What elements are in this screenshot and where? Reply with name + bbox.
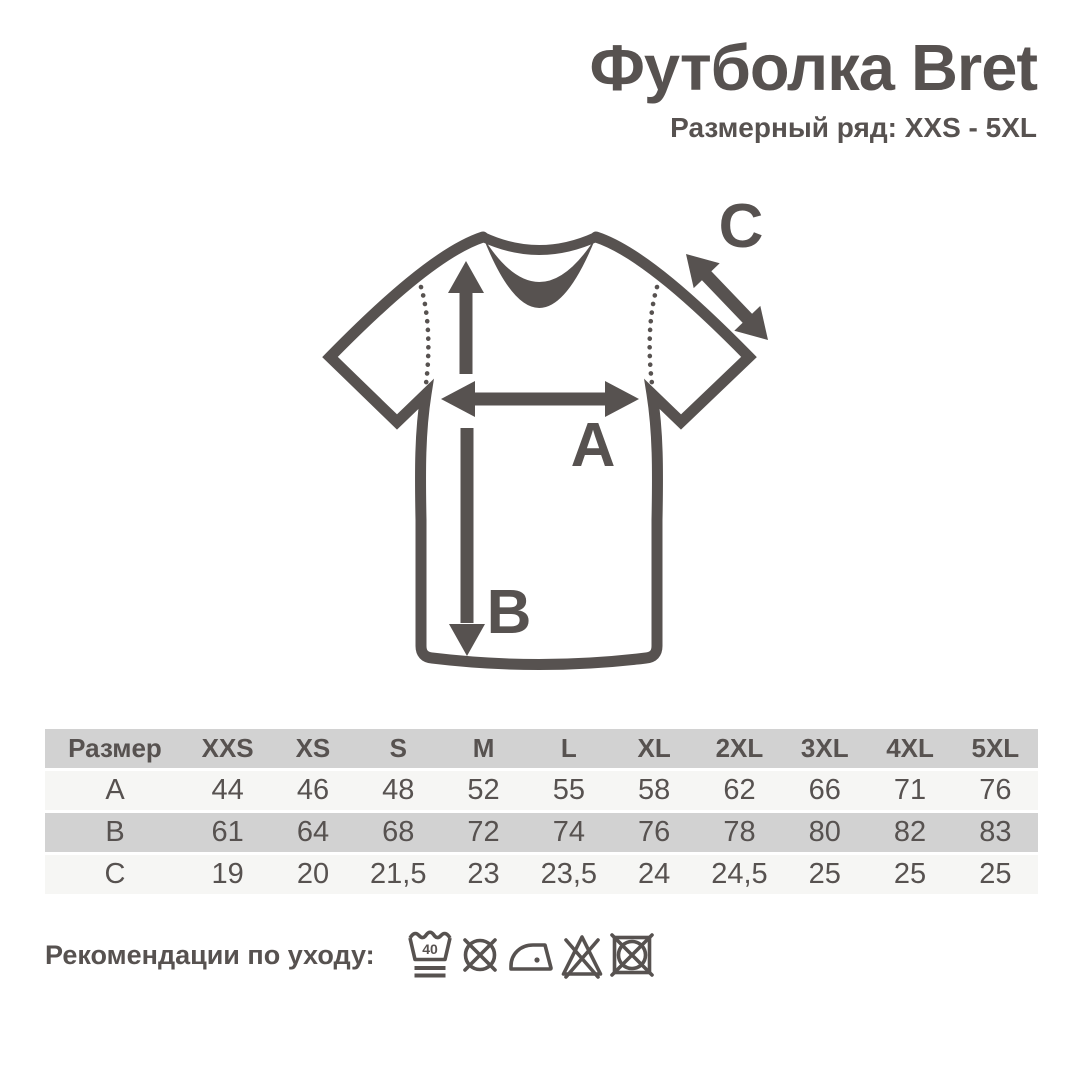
value-cell: 25: [893, 858, 927, 890]
value-cell: 55: [552, 774, 585, 806]
col-header: S: [389, 733, 407, 763]
col-header: 3XL: [800, 733, 849, 763]
value-cell: 24,5: [711, 858, 768, 890]
care-icons: [408, 928, 654, 982]
page-title: Футболка Bret: [589, 31, 1037, 104]
value-cell: 21,5: [370, 858, 427, 890]
iron-low-temp-icon: [508, 928, 554, 982]
value-cell: 64: [296, 816, 330, 848]
value-cell: 46: [296, 774, 330, 806]
value-cell: 58: [638, 774, 671, 806]
col-header: XS: [295, 733, 331, 763]
do-not-tumble-dry-icon: [610, 928, 654, 982]
care-label: Рекомендации по уходу:: [45, 939, 375, 970]
table-row-a: [45, 771, 1038, 810]
value-cell: 23: [467, 858, 500, 890]
value-cell: 82: [893, 816, 927, 848]
table-row-c: [45, 855, 1038, 894]
value-cell: 71: [893, 774, 927, 806]
value-cell: 52: [467, 774, 500, 806]
table-row-b: [45, 813, 1038, 852]
value-cell: 20: [296, 858, 330, 890]
do-not-dry-clean-icon: [458, 928, 502, 982]
col-header: XL: [637, 733, 671, 763]
care-instructions: [45, 928, 654, 982]
value-cell: 74: [552, 816, 585, 848]
value-cell: 68: [382, 816, 415, 848]
measure-arrow-c: [686, 254, 768, 340]
measure-arrow-b-lower: [449, 428, 485, 656]
value-cell: 76: [638, 816, 671, 848]
value-cell: 72: [467, 816, 500, 848]
value-cell: 61: [211, 816, 244, 848]
col-header-size: Размер: [68, 733, 162, 763]
value-cell: 25: [808, 858, 841, 890]
wash-40-mild-icon: [408, 928, 452, 982]
row-name: B: [105, 816, 125, 848]
value-cell: 66: [808, 774, 841, 806]
col-header: 4XL: [886, 733, 934, 763]
value-cell: 44: [211, 774, 244, 806]
label-a: A: [570, 411, 616, 480]
svg-text:40: 40: [421, 941, 438, 957]
col-header: 2XL: [715, 733, 764, 763]
value-cell: 48: [382, 774, 415, 806]
do-not-bleach-icon: [560, 928, 604, 982]
row-name: C: [104, 858, 126, 890]
label-b: B: [486, 578, 532, 647]
col-header: 5XL: [971, 733, 1020, 763]
value-cell: 25: [979, 858, 1012, 890]
size-table-header-row: [45, 729, 1038, 768]
col-header: XXS: [201, 733, 254, 763]
value-cell: 80: [808, 816, 841, 848]
measure-arrow-b-upper: [448, 261, 484, 374]
size-table: [45, 729, 1038, 894]
col-header: M: [472, 733, 495, 763]
label-c: C: [718, 192, 764, 261]
size-range-subtitle: Размерный ряд: XXS - 5XL: [670, 112, 1037, 144]
col-header: L: [560, 733, 577, 763]
value-cell: 24: [638, 858, 671, 890]
value-cell: 19: [211, 858, 244, 890]
value-cell: 23,5: [540, 858, 598, 890]
value-cell: 62: [723, 774, 756, 806]
value-cell: 83: [979, 816, 1012, 848]
row-name: A: [105, 774, 125, 806]
value-cell: 78: [723, 816, 756, 848]
value-cell: 76: [979, 774, 1012, 806]
